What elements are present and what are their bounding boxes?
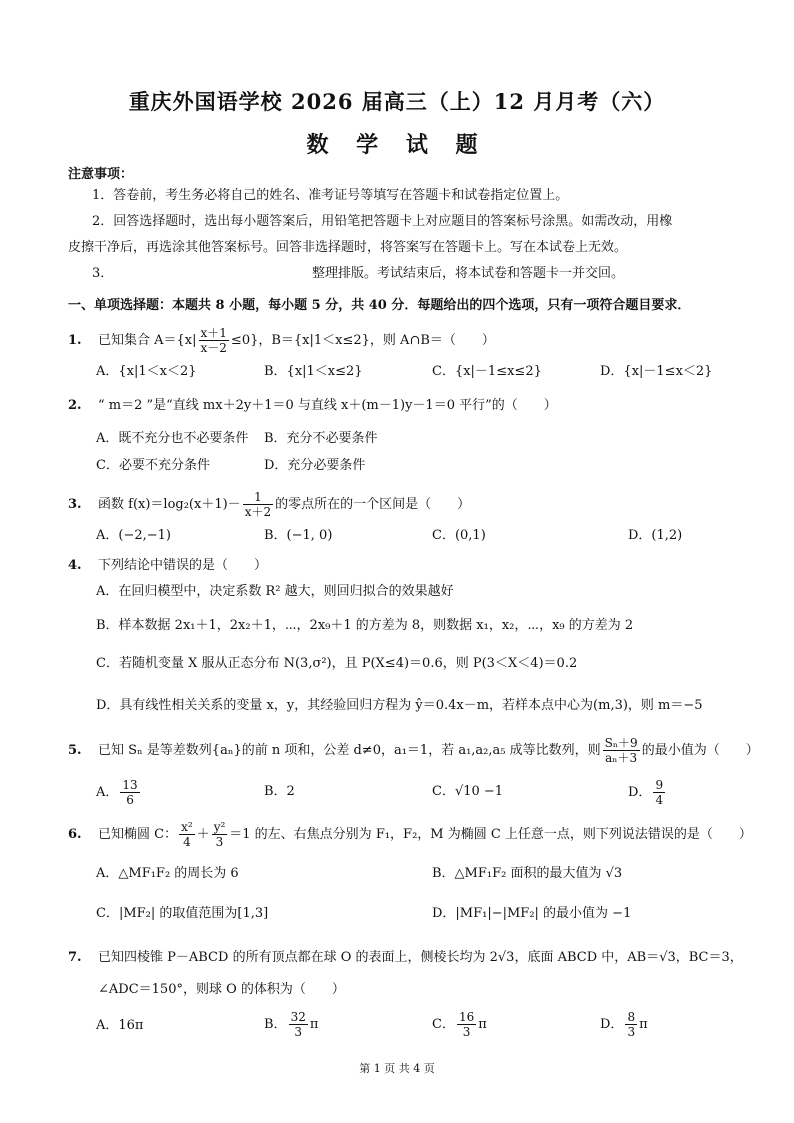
question-number: 6. [68, 827, 82, 842]
option-a[interactable]: A．△MF₁F₂ 的周长为 6 [96, 866, 239, 881]
question-text: 的零点所在的一个区间是（ ） [275, 497, 471, 512]
option-a[interactable]: A． $\frac{13}{6}$ [96, 778, 138, 807]
option-c[interactable]: C．必要不充分条件 [96, 458, 210, 473]
question-number: 7. [68, 950, 82, 965]
fraction: $\frac{x+1}{x-2}$ [200, 326, 227, 355]
notice-heading: 注意事项： [68, 167, 134, 182]
option-d[interactable]: D．充分必要条件 [264, 458, 366, 473]
option-d[interactable]: D．{x|－1≤x＜2} [600, 364, 713, 379]
question-text: 函数 f(x)＝log₂(x＋1)－ [98, 497, 241, 512]
question-text: ≤0}，B＝{x|1＜x≤2}，则 A∩B＝（ ） [230, 333, 495, 348]
option-c[interactable]: C． $\frac{16}{3}$ π [432, 1010, 487, 1039]
question-number: 5. [68, 743, 82, 758]
page-title: 重庆外国语学校 2026 届高三（上）12 月月考（六） [128, 89, 666, 114]
fraction: $\frac{\text{Sₙ＋9}}{\text{aₙ＋3}}$ [604, 736, 638, 765]
notice-item-3b: 整理排版。考试结束后，将本试卷和答题卡一并交回。 [312, 266, 625, 281]
option-c[interactable]: C．(0,1) [432, 528, 486, 543]
question-number: 2. [68, 398, 82, 413]
option-d[interactable]: D．具有线性相关关系的变量 x，y，其经验回归方程为 ŷ＝0.4x－m，若样本点中心为(m,3)，则 m＝−5 [96, 698, 703, 713]
option-a[interactable]: A．在回归模型中，决定系数 R² 越大，则回归拟合的效果越好 [96, 584, 454, 599]
question-number: 4. [68, 558, 82, 573]
fraction: $\frac{\text{y²}}{3}$ [213, 820, 226, 849]
notice-item-3a: 3． [92, 266, 114, 281]
question-number: 3. [68, 497, 82, 512]
fraction: $\frac{1}{x+2}$ [244, 490, 272, 519]
option-c[interactable]: C．若随机变量 X 服从正态分布 N(3,σ²)，且 P(X≤4)＝0.6，则 P(3＜X＜4)＝0.2 [96, 656, 578, 671]
question-5 [68, 736, 759, 765]
option-d[interactable]: D． $\frac{9}{4}$ [628, 778, 664, 807]
question-number: 1. [68, 333, 82, 348]
question-2 [68, 396, 557, 416]
plus-sign: ＋ [196, 827, 210, 842]
option-b[interactable]: B．样本数据 2x₁＋1，2x₂＋1，⋯，2x₉＋1 的方差为 8，则数据 x₁，x₂，⋯，x₉ 的方差为 2 [96, 618, 634, 633]
notice-item-1: 1．答卷前，考生务必将自己的姓名、准考证号等填写在答题卡和试卷指定位置上。 [92, 188, 569, 203]
question-text: 已知四棱锥 P－ABCD 的所有顶点都在球 O 的表面上，侧棱长均为 2√3，底面 ABCD 中，AB＝√3，BC＝3， [98, 950, 743, 965]
section-heading: 一、单项选择题：本题共 8 小题，每小题 5 分，共 40 分．每题给出的四个选项，只有一项符合题目要求． [68, 298, 691, 313]
question-text: 下列结论中错误的是（ ） [98, 558, 268, 573]
question-text: “ m＝2 ”是“直线 mx＋2y＋1＝0 与直线 x＋(m－1)y－1＝0 平行”的（ ） [98, 398, 557, 413]
question-6 [68, 820, 752, 849]
option-b[interactable]: B．2 [264, 784, 295, 799]
option-c[interactable]: C．√10 −1 [432, 784, 504, 799]
option-b[interactable]: B．{x|1＜x≤2} [264, 364, 363, 379]
question-3 [68, 490, 470, 519]
question-7 [68, 948, 743, 968]
page-subtitle: 数 学 试 题 [306, 132, 488, 158]
option-b[interactable]: B．充分不必要条件 [264, 431, 378, 446]
page-footer: 第 1 页 共 4 页 [359, 1062, 435, 1075]
option-a[interactable]: A．16π [96, 1018, 144, 1033]
option-d[interactable]: D． $\frac{8}{3}$ π [600, 1010, 648, 1039]
fraction: $\frac{\text{x²}}{4}$ [181, 820, 193, 849]
question-1 [68, 326, 495, 355]
notice-item-2b: 皮擦干净后，再选涂其他答案标号。回答非选择题时，将答案写在答题卡上。写在本试卷上无效。 [68, 240, 628, 255]
notice-item-2a: 2．回答选择题时，选出每小题答案后，用铅笔把答题卡上对应题目的答案标号涂黑。如需改动，用橡 [92, 214, 673, 229]
option-a[interactable]: A．既不充分也不必要条件 [96, 431, 249, 446]
option-b[interactable]: B．△MF₁F₂ 面积的最大值为 √3 [432, 866, 623, 881]
option-a[interactable]: A．(−2,−1) [96, 528, 171, 543]
option-c[interactable]: C．|MF₂| 的取值范围为[1,3] [96, 906, 269, 921]
option-b[interactable]: B． $\frac{32}{3}$ π [264, 1010, 319, 1039]
question-text: 已知 Sₙ 是等差数列{aₙ}的前 n 项和，公差 d≠0，a₁＝1，若 a₁,a₂,a₅ 成等比数列，则 [98, 743, 601, 758]
option-b[interactable]: B．(−1, 0) [264, 528, 333, 543]
question-text: 已知集合 A＝{x| [98, 333, 197, 348]
question-4 [68, 556, 267, 576]
question-text: ＝1 的左、右焦点分别为 F₁，F₂，M 为椭圆 C 上任意一点，则下列说法错误的是（ ） [229, 827, 752, 842]
option-d[interactable]: D．(1,2) [628, 528, 683, 543]
option-a[interactable]: A．{x|1＜x＜2} [96, 364, 197, 379]
question-text: 已知椭圆 C： [98, 827, 178, 842]
question-text: 的最小值为（ ） [641, 743, 759, 758]
question-7-line-2: ∠ADC＝150°，则球 O 的体积为（ ） [98, 982, 345, 997]
option-c[interactable]: C．{x|－1≤x≤2} [432, 364, 542, 379]
option-d[interactable]: D．|MF₁|−|MF₂| 的最小值为 −1 [432, 906, 632, 921]
